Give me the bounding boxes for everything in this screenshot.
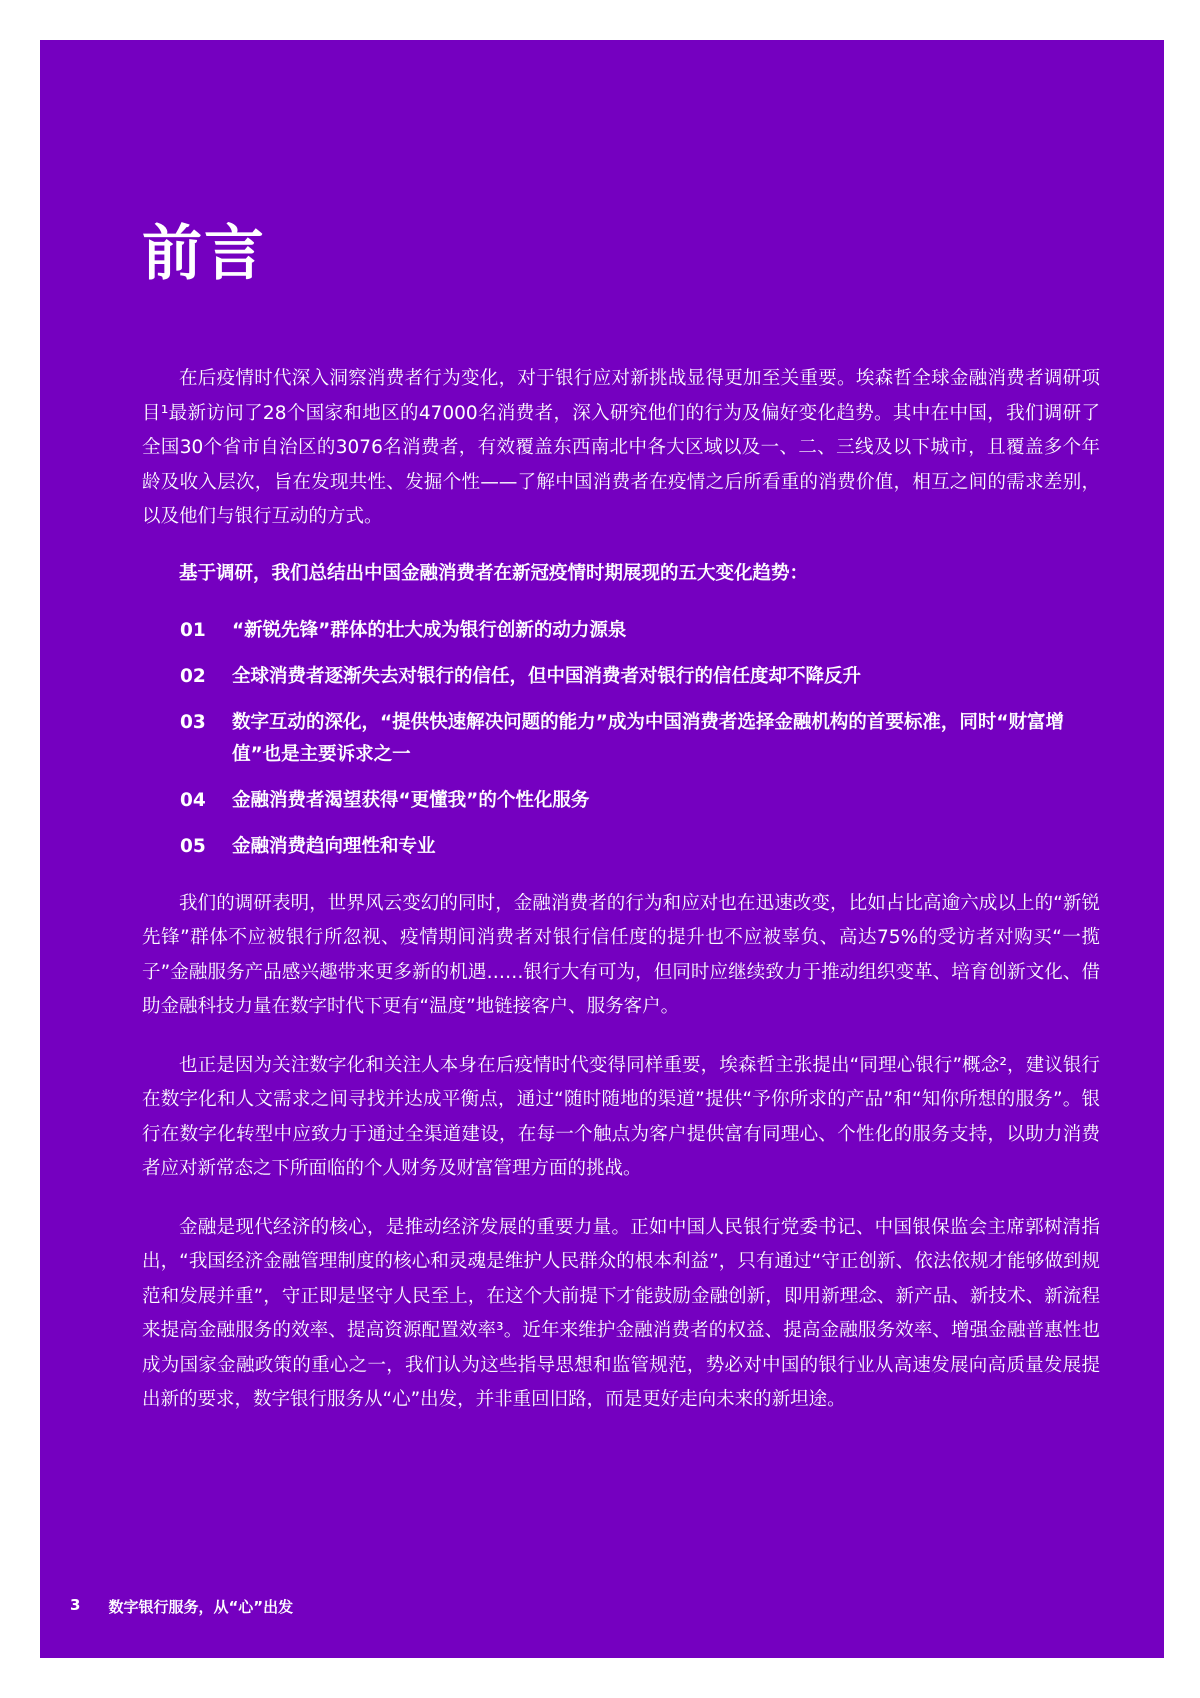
trend-number: 02 <box>180 665 206 687</box>
page-title: 前言 <box>142 219 266 289</box>
page-number: 3 <box>70 1596 81 1614</box>
trend-item <box>142 831 1100 863</box>
empathy-bank-paragraph: 也正是因为关注数字化和关注人本身在后疫情时代变得同样重要，埃森哲主张提出“同理心银行”概念²，建议银行在数字化和人文需求之间寻找并达成平衡点，通过“随时随地的渠道”提供“予你所求的产品”和“知你所想的服务”。银行在数字化转型中应致力于通过全渠道建设，在每一个触点为客户提供富有同理心、个性化的服务支持，以助力消费者应对新常态之下所面临的个人财务及财富管理方面的挑战。 <box>142 1054 1100 1179</box>
trend-text: 全球消费者逐渐失去对银行的信任，但中国消费者对银行的信任度却不降反升 <box>232 665 862 687</box>
trend-item <box>142 661 1100 693</box>
body-text <box>142 362 1100 1418</box>
trend-item <box>142 785 1100 817</box>
trend-number: 03 <box>180 711 206 733</box>
paragraph-spacer <box>142 1187 1100 1211</box>
trends-list <box>142 615 1100 863</box>
trend-text: “新锐先锋”群体的壮大成为银行创新的动力源泉 <box>232 619 627 641</box>
trend-text: 金融消费趋向理性和专业 <box>232 835 436 857</box>
finance-core-paragraph: 金融是现代经济的核心，是推动经济发展的重要力量。正如中国人民银行党委书记、中国银保监会主席郭树清指出，“我国经济金融管理制度的核心和灵魂是维护人民群众的根本利益”，只有通过“守正创新、依法依规才能够做到规范和发展并重”，守正即是坚守人民至上，在这个大前提下才能鼓励金融创新，即用新理念、新产品、新技术、新流程来提高金融服务的效率、提高资源配置效率³。近年来维护金融消费者的权益、提高金融服务效率、增强金融普惠性也成为国家金融政策的重心之一，我们认为这些指导思想和监管规范，势必对中国的银行业从高速发展向高质量发展提出新的要求，数字银行服务从“心”出发，并非重回旧路，而是更好走向未来的新坦途。 <box>142 1216 1100 1410</box>
trend-item <box>142 707 1100 771</box>
page-panel <box>40 40 1164 1658</box>
trends-lead: 基于调研，我们总结出中国金融消费者在新冠疫情时期展现的五大变化趋势： <box>179 562 809 584</box>
trend-item <box>142 615 1100 647</box>
trend-text: 金融消费者渴望获得“更懂我”的个性化服务 <box>232 789 590 811</box>
trend-text: 数字互动的深化，“提供快速解决问题的能力”成为中国消费者选择金融机构的首要标准，同时“财富增值”也是主要诉求之一 <box>232 711 1064 765</box>
trend-number: 01 <box>180 619 206 641</box>
page-footer <box>70 1596 293 1617</box>
intro-paragraph: 在后疫情时代深入洞察消费者行为变化，对于银行应对新挑战显得更加至关重要。埃森哲全球金融消费者调研项目¹最新访问了28个国家和地区的47000名消费者，深入研究他们的行为及偏好变化趋势。其中在中国，我们调研了全国30个省市自治区的3076名消费者，有效覆盖东西南北中各大区域以及一、二、三线及以下城市，且覆盖多个年龄及收入层次，旨在发现共性、发掘个性——了解中国消费者在疫情之后所看重的消费价值，相互之间的需求差别，以及他们与银行互动的方式。 <box>142 368 1100 527</box>
paragraph-spacer <box>142 1025 1100 1049</box>
report-title: 数字银行服务，从“心”出发 <box>108 1598 294 1616</box>
trend-number: 05 <box>180 835 206 857</box>
trend-number: 04 <box>180 789 206 811</box>
survey-findings-paragraph: 我们的调研表明，世界风云变幻的同时，金融消费者的行为和应对也在迅速改变，比如占比高逾六成以上的“新锐先锋”群体不应被银行所忽视、疫情期间消费者对银行信任度的提升也不应被辜负、高达75%的受访者对购买“一揽子”金融服务产品感兴趣带来更多新的机遇……银行大有可为，但同时应继续致力于推动组织变革、培育创新文化、借助金融科技力量在数字时代下更有“温度”地链接客户、服务客户。 <box>142 892 1100 1017</box>
